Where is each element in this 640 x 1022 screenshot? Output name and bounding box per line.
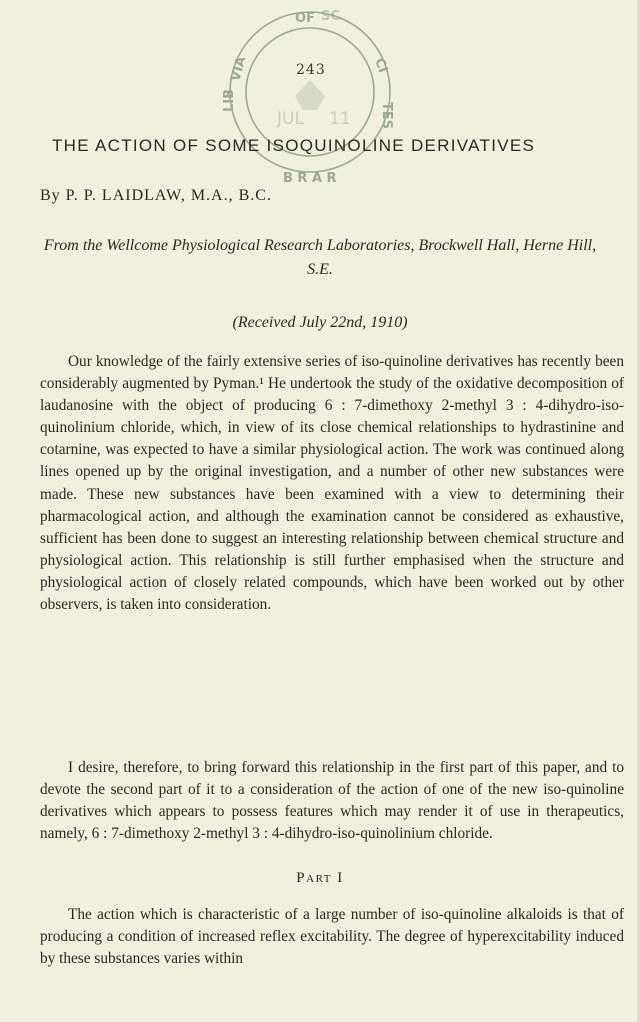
library-stamp bbox=[222, 0, 395, 195]
body-paragraph-3: The action which is characteristic of a large number of iso-quinoline alkaloids is that of producing a condition of increased reflex excitability. The degree of hyperexcitability induced by these substances varies within bbox=[40, 906, 624, 968]
svg-text:11: 11 bbox=[329, 109, 351, 129]
received-date: (Received July 22nd, 1910) bbox=[232, 314, 408, 331]
page-number: 243 bbox=[296, 62, 326, 78]
svg-text:VIA: VIA bbox=[228, 55, 250, 84]
svg-text:LIB: LIB bbox=[222, 88, 237, 112]
article-title: THE ACTION OF SOME ISOQUINOLINE DERIVATIVES bbox=[52, 136, 536, 155]
body-paragraph-1: Our knowledge of the fairly extensive series of iso-quinoline derivatives has recently been considerably augmented by Pyman.¹ He undertook the study of the oxidative decomposition of laudanosine with the object of producing 6 : 7-dimethoxy 2-methyl 3 : 4-dihydro-iso-quinolinium chloride, which, in view of its close chemical relationships to hydrastinine and cotarnine, was expected to have a similar physiological action. The work was continued along lines opened up by the original investigation, and a number of other new substances were made. These new substances have been examined with a view to determining their pharmacological action, and although the examination cannot be considered as exhaustive, sufficient has been done to suggest an interesting relationship between chemical structure and physiological action. This relationship is still further emphasised when the structure and physiological action of closely related compounds, which have been worked out by other observers, is taken into consideration. bbox=[40, 353, 624, 614]
svg-text:CI: CI bbox=[371, 56, 391, 75]
svg-text:JUL: JUL bbox=[277, 109, 304, 129]
svg-text:TES: TES bbox=[379, 102, 394, 130]
svg-text:B R A R: B R A R bbox=[283, 171, 337, 186]
svg-text:SC: SC bbox=[321, 9, 340, 24]
author-byline: By P. P. LAIDLAW, M.A., B.C. bbox=[40, 187, 272, 204]
body-paragraph-2: I desire, therefore, to bring forward this relationship in the first part of this paper, and to devote the second part of it to a consideration of the action of one of the new iso-quinoline derivatives which appears to possess features which may render it of use in therapeutics, namely, 6 : 7-dimethoxy 2-methyl 3 : 4-dihydro-iso-quinolinium chloride. bbox=[40, 759, 624, 843]
section-heading: Part I bbox=[296, 870, 344, 886]
svg-text:OF: OF bbox=[295, 11, 315, 26]
author-affiliation: From the Wellcome Physiological Research Laboratories, Brockwell Hall, Herne Hill, S.E. bbox=[43, 237, 597, 278]
